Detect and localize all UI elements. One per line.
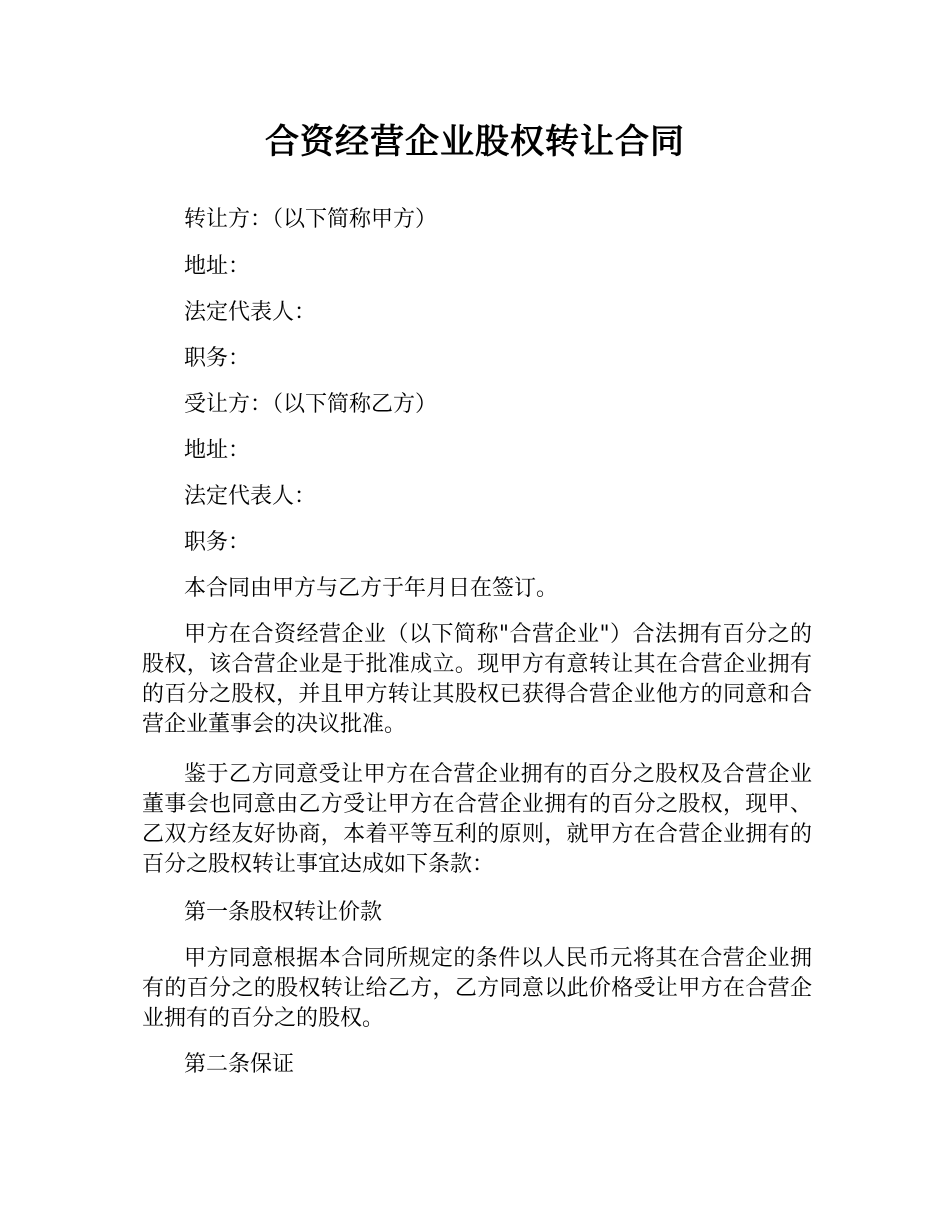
article2-heading: 第二条保证 <box>184 1052 295 1077</box>
transferor-line: 转让方：（以下简称甲方） <box>184 207 438 232</box>
transferee-representative-line: 法定代表人： <box>184 484 317 509</box>
whereas-paragraph: 鉴于乙方同意受让甲方在合营企业拥有的百分之股权及合营企业董事会也同意由乙方受让甲方在合营企业拥有的百分之股权，现甲、乙双方经友好协商，本着平等互利的原则，就甲方在合营企业拥有的百分之股权转让事宜达成如下条款： <box>142 762 812 877</box>
transferor-address-line: 地址： <box>184 254 251 279</box>
transferor-representative-line: 法定代表人： <box>184 300 317 325</box>
article1-paragraph: 甲方同意根据本合同所规定的条件以人民币元将其在合营企业拥有的百分之的股权转让给乙方，乙方同意以此价格受让甲方在合营企业拥有的百分之的股权。 <box>142 946 812 1031</box>
transferor-position-line: 职务： <box>184 346 251 371</box>
transferee-address-line: 地址： <box>184 438 251 463</box>
document-title: 合资经营企业股权转让合同 <box>265 122 685 162</box>
preamble-paragraph: 甲方在合资经营企业（以下简称"合营企业"）合法拥有百分之的股权，该合营企业是于批准成立。现甲方有意转让其在合营企业拥有的百分之股权，并且甲方转让其股权已获得合营企业他方的同意和合营企业董事会的决议批准。 <box>142 622 812 737</box>
transferee-position-line: 职务： <box>184 530 251 555</box>
article1-heading: 第一条股权转让价款 <box>184 900 383 925</box>
transferee-line: 受让方：（以下简称乙方） <box>184 392 438 417</box>
signing-statement-line: 本合同由甲方与乙方于年月日在签订。 <box>184 576 559 601</box>
